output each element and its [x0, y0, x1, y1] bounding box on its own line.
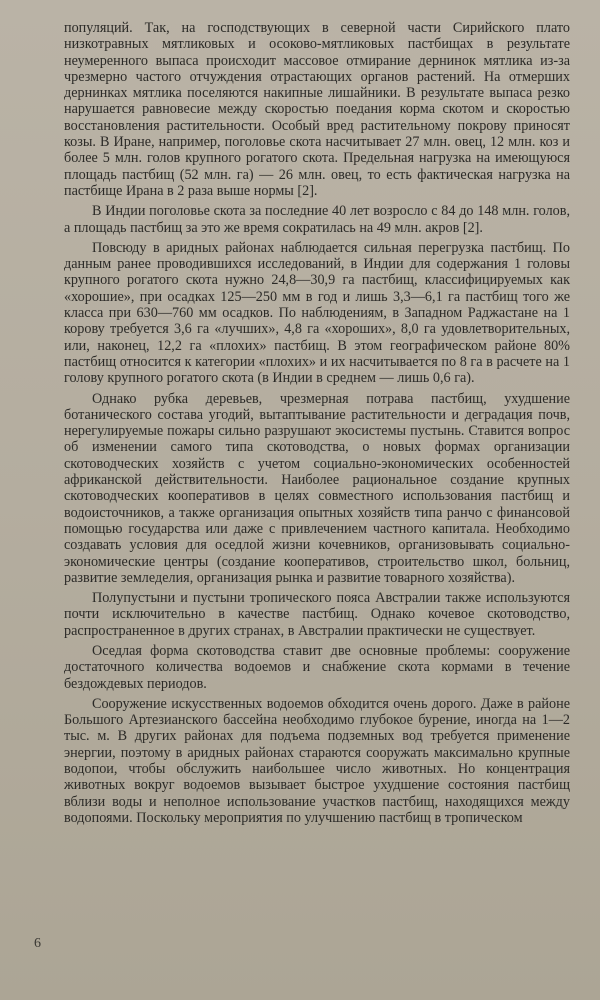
page-number: 6 — [34, 936, 41, 951]
body-text — [64, 20, 570, 826]
paragraph-6: Оседлая форма скотоводства ставит две основные проблемы: сооружение достаточного количества водоемов и снабжение скота кормами в течение бездождевых периодов. — [64, 642, 570, 692]
paragraph-7: Сооружение искусственных водоемов обходится очень дорого. Даже в районе Большого Артезианского бассейна необходимо глубокое бурение, иногда на 1—2 тыс. м. В других районах для подъема подземных вод требуется применение энергии, поэтому в аридных районах стараются сооружать максимально крупные водопои, чтобы обслужить наибольшее число животных. Но концентрация животных вокруг водоемов вызывает быстрое ухудшение состояния пастбищ вблизи воды и неполное использование участков пастбищ, находящихся между водопоями. Поскольку мероприятия по улучшению пастбищ в тропическом — [64, 695, 570, 826]
paragraph-4: Однако рубка деревьев, чрезмерная потрава пастбищ, ухудшение ботанического состава угодий, вытаптывание растительности и деградация почв, нерегулируемые пожары сильно разрушают экосистемы пустынь. Ставится вопрос об изменении самого типа скотоводства, о новых формах организации скотоводческих хозяйств с учетом социально-экономических особенностей африканской действительности. Наиболее рациональное создание крупных скотоводческих кооперативов в целях совместного использования пастбищ и водоисточников, а также организация опытных хозяйств типа ранчо с финансовой помощью государства или даже с привлечением частного капитала. Необходимо создавать условия для оседлой жизни кочевников, организовывать социально-экономические центры (создание кооперативов, строительство школ, больниц, развитие земледелия, организация рынка и развитие товарного хозяйства). — [64, 390, 570, 586]
paragraph-1: популяций. Так, на господствующих в северной части Сирийского плато низкотравных мятликовых и осоково-мятликовых пастбищах в результате неумеренного выпаса происходит массовое отмирание дернинок мятлика из-за чрезмерно частого отчуждения отрастающих органов растений. На отмерших дернинках мятлика поселяются накипные лишайники. В результате выпаса резко нарушается равновесие между скоростью поедания корма скотом и скоростью восстановления растительности. Особый вред растительному покрову приносят козы. В Иране, например, поголовье скота насчитывает 27 млн. овец, 12 млн. коз и более 5 млн. голов крупного рогатого скота. Предельная нагрузка на имеющуюся площадь пастбищ (52 млн. га) — 26 млн. овец, то есть фактическая нагрузка на пастбище Ирана в 2 раза выше нормы [2]. — [64, 20, 570, 199]
paragraph-2: В Индии поголовье скота за последние 40 лет возросло с 84 до 148 млн. голов, а площадь пастбищ за это же время сократилась на 49 млн. акров [2]. — [64, 203, 570, 236]
paragraph-3: Повсюду в аридных районах наблюдается сильная перегрузка пастбищ. По данным ранее проводившихся исследований, в Индии для содержания 1 головы крупного рогатого скота нужно 24,8—30,9 га пастбищ, классифицируемых как «хорошие», при осадках 125—250 мм в год и лишь 3,3—6,1 га пастбищ того же класса при 630—760 мм осадков. По наблюдениям, в Западном Раджастане на 1 корову требуется 3,6 га «лучших», 4,8 га «хороших», 8,0 га удовлетворительных, или, наконец, 12,2 га «плохих» пастбищ. В этом географическом районе 80% пастбищ относится к категории «плохих» и их насчитывается по 8 га в расчете на 1 голову крупного рогатого скота (в Индии в среднем — лишь 0,6 га). — [64, 239, 570, 387]
paragraph-5: Полупустыни и пустыни тропического пояса Австралии также используются почти исключительно в качестве пастбищ. Однако кочевое скотоводство, распространенное в других странах, в Австралии практически не существует. — [64, 590, 570, 639]
